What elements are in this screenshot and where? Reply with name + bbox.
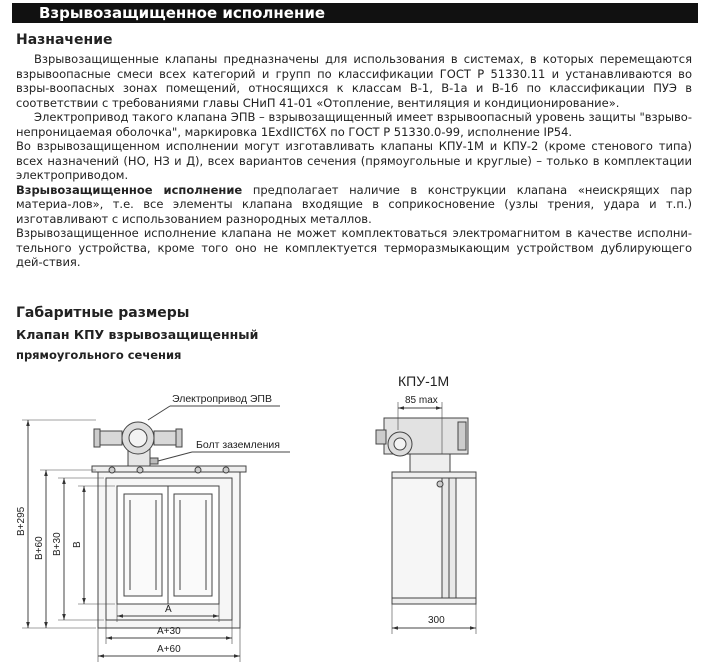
paragraph-4-bold: Взрывозащищенное исполнение [16, 182, 243, 197]
paragraph-1: Взрывозащищенные клапаны предназначены для использования в системах, в которых перемещаются взрывоопасные смеси всех категорий и групп по классификации ГОСТ Р 51330.11 и устанавливаются во взры-воопасных зонах помещений, относящихся к классам В-1, В-1а и В-1б по классификации ПУЭ в соответствии с требованиями главы СНиП 41-01 «Отопление, вентиляция и кондиционирование». [16, 52, 692, 110]
section-header: Взрывозащищенное исполнение [12, 3, 698, 23]
actuator [94, 422, 182, 466]
side-body [392, 478, 476, 598]
dim-a-label: A [165, 604, 172, 615]
dim-b295-label: B+295 [16, 506, 27, 536]
paragraph-2: Электропривод такого клапана ЭПВ – взрывозащищенный имеет взрывоопасный уровень защиты "взрыво-непроницаемая оболочка", маркировка 1ExdIICT6X по ГОСТ Р 51330.0-99, исполнение IP54. [16, 110, 692, 139]
dim-a60-label: A+60 [157, 644, 181, 655]
dim-b-label: B [72, 541, 83, 548]
dimensions-heading: Габаритные размеры [16, 305, 190, 321]
ground-bolt-label: Болт заземления [196, 439, 280, 451]
paragraph-4-rest: предполагает наличие в конструкции клапана «неискрящих пар материа-лов», т.е. все элементы клапана входящие в соприкосновение (узлы трения, удара и т.п.) изготавливают с использованием разнородных металлов. [16, 182, 692, 226]
dim-300-label: 300 [428, 615, 445, 626]
paragraph-3: Во взрывозащищенном исполнении могут изготавливать клапаны КПУ-1М и КПУ-2 (кроме стенового типа) всех назначений (НО, НЗ и Д), всех вариантов сечения (прямоугольные и круглые) – только в комплектации электроприводом. [16, 139, 692, 182]
dim-85-label: 85 max [405, 395, 438, 406]
dim-a30-label: A+30 [157, 626, 181, 637]
model-label: КПУ-1М [398, 373, 450, 389]
dimensions-subsubheading: прямоугольного сечения [16, 348, 182, 362]
paragraph-5: Взрывозащищенное исполнение клапана не может комплектоваться электромагнитом в качестве исполни-тельного устройства, кроме того оно не комплектуется терморазмыкающим устройством дублирующего дей-ствия. [16, 226, 692, 269]
purpose-heading: Назначение [16, 32, 113, 48]
dim-b30-label: B+30 [52, 532, 63, 556]
actuator-label: Электропривод ЭПВ [172, 393, 272, 405]
dim-b60-label: B+60 [34, 536, 45, 560]
dimensions-subheading: Клапан КПУ взрывозащищенный [16, 327, 259, 342]
